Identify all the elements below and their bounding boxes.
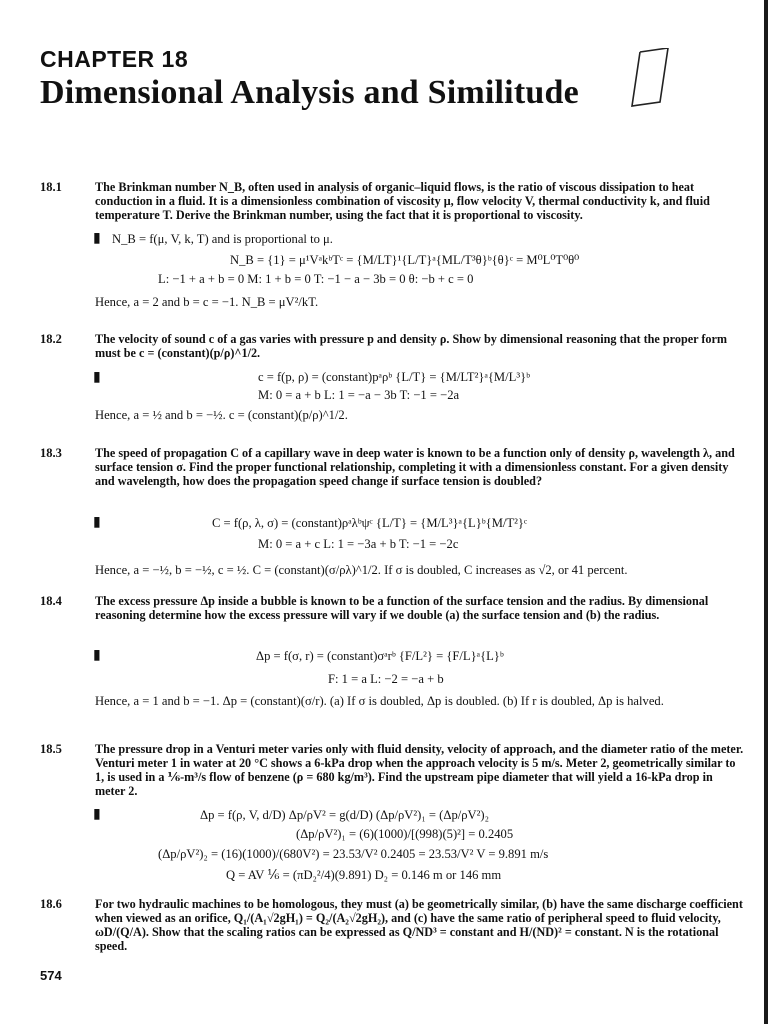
problem-statement: The Brinkman number N_B, often used in analysis of organic–liquid flows, is the ratio of viscous dissipation to heat conduction in a fluid. It is a dimensionless combination of viscosity μ, flow velocity V, thermal conductivity k, and fluid temperature T. Derive the Brinkman number, using the fact that it is proportional to viscosity. bbox=[95, 180, 710, 222]
equation-line: c = f(p, ρ) = (constant)pᵃρᵇ {L/T} = {M/LT²}ᵃ{M/L³}ᵇ bbox=[258, 370, 531, 384]
conclusion: Hence, a = 2 and b = c = −1. N_B = μV²/kT. bbox=[95, 295, 319, 309]
conclusion: Hence, a = ½ and b = −½. c = (constant)(p/ρ)^1/2. bbox=[95, 408, 348, 422]
problem-statement: For two hydraulic machines to be homologous, they must (a) be geometrically similar, (b) have the same discharge coefficient when viewed as an orifice, Q₁/(A₁√2gH₁) = Q₂/(A₂√2gH₂), and (c) have the same ratio of peripheral speed to fluid velocity, ωD/(Q/A). Show that the scaling ratios can be expressed as Q/ND³ = constant and H/(ND)² = constant. N is the rotational speed. bbox=[95, 897, 743, 953]
solution-marker: ▮ bbox=[93, 231, 101, 246]
equation-line: Q = AV ⅙ = (πD₂²/4)(9.891) D₂ = 0.146 m or 146 mm bbox=[226, 868, 502, 882]
problem-statement: The excess pressure Δp inside a bubble is known to be a function of the surface tension and the radius. By dimensional reasoning determine how the excess pressure will vary if we double (a) the surface tension and (b) the radius. bbox=[95, 594, 709, 622]
problem-number: 18.6 bbox=[40, 897, 62, 911]
problem-number: 18.5 bbox=[40, 742, 62, 756]
solution-marker: ▮ bbox=[93, 807, 101, 822]
equation-line: Δp = f(σ, r) = (constant)σᵃrᵇ {F/L²} = {F/L}ᵃ{L}ᵇ bbox=[256, 649, 504, 663]
problem-number: 18.4 bbox=[40, 594, 62, 608]
problem-statement: The velocity of sound c of a gas varies with pressure p and density ρ. Show by dimensional reasoning that the proper form must be c = (constant)(p/ρ)^1/2. bbox=[95, 332, 728, 360]
equation-line: Δp = f(ρ, V, d/D) Δp/ρV² = g(d/D) (Δp/ρV²)₁ = (Δp/ρV²)₂ bbox=[200, 808, 489, 822]
conclusion: Hence, a = 1 and b = −1. Δp = (constant)(σ/r). (a) If σ is doubled, Δp is doubled. (b) If r is doubled, Δp is halved. bbox=[95, 694, 664, 708]
equation-line: M: 0 = a + b L: 1 = −a − 3b T: −1 = −2a bbox=[258, 388, 460, 402]
chapter-label: CHAPTER 18 bbox=[40, 46, 189, 72]
problem-statement: The speed of propagation C of a capillary wave in deep water is known to be a function only of density ρ, wavelength λ, and surface tension σ. Find the proper functional relationship, completing it with a dimensionless constant. For a given density and wavelength, how does the propagation speed change if surface tension is doubled? bbox=[95, 446, 735, 488]
problem-statement: The pressure drop in a Venturi meter varies only with fluid density, velocity of approach, and the diameter ratio of the meter. Venturi meter 1 in water at 20 °C shows a 6-kPa drop when the approach velocity is 5 m/s. Meter 2, geometrically similar to 1, is used in a ⅙-m³/s flow of benzene (ρ = 680 kg/m³). Find the upstream pipe diameter that will yield a 16-kPa drop in meter 2. bbox=[95, 742, 744, 798]
solution-intro: N_B = f(μ, V, k, T) and is proportional to μ. bbox=[112, 232, 333, 246]
page-number: 574 bbox=[40, 968, 62, 983]
equation-line: (Δp/ρV²)₂ = (16)(1000)/(680V²) = 23.53/V² 0.2405 = 23.53/V² V = 9.891 m/s bbox=[158, 847, 549, 861]
equation-line: (Δp/ρV²)₁ = (6)(1000)/[(998)(5)²] = 0.2405 bbox=[296, 827, 514, 841]
problem-number: 18.3 bbox=[40, 446, 62, 460]
conclusion: Hence, a = −½, b = −½, c = ½. C = (constant)(σ/ρλ)^1/2. If σ is doubled, C increases as √2, or 41 percent. bbox=[95, 563, 628, 577]
problem-number: 18.1 bbox=[40, 180, 62, 194]
problem-number: 18.2 bbox=[40, 332, 62, 346]
solution-marker: ▮ bbox=[93, 515, 101, 530]
solution-marker: ▮ bbox=[93, 370, 101, 385]
solution-marker: ▮ bbox=[93, 648, 101, 663]
page-edge bbox=[764, 0, 768, 1024]
equation-line: F: 1 = a L: −2 = −a + b bbox=[328, 672, 444, 686]
equation-line: L: −1 + a + b = 0 M: 1 + b = 0 T: −1 − a − 3b = 0 θ: −b + c = 0 bbox=[158, 272, 474, 286]
equation-line: C = f(ρ, λ, σ) = (constant)ρᵃλᵇψᶜ {L/T} = {M/L³}ᵃ{L}ᵇ{M/T²}ᶜ bbox=[212, 516, 528, 530]
chapter-tab-mark bbox=[626, 48, 672, 108]
chapter-title: Dimensional Analysis and Similitude bbox=[40, 74, 579, 111]
equation-line: M: 0 = a + c L: 1 = −3a + b T: −1 = −2c bbox=[258, 537, 459, 551]
equation-line: N_B = {1} = μ¹VᵃkᵇTᶜ = {M/LT}¹{L/T}ᵃ{ML/T³θ}ᵇ{θ}ᶜ = M⁰L⁰T⁰θ⁰ bbox=[230, 253, 580, 267]
